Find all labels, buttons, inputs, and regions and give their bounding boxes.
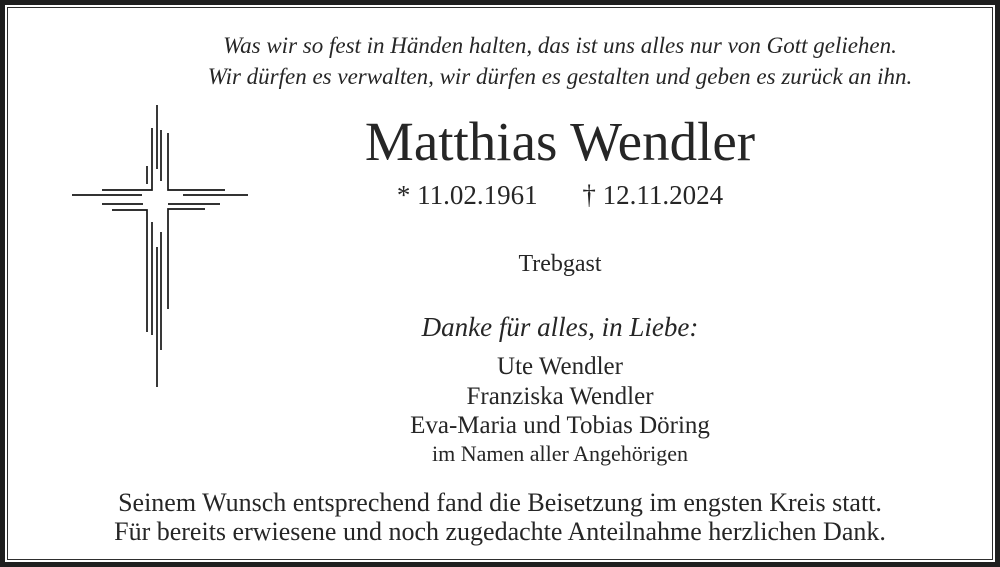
- mourner-name: Franziska Wendler: [466, 382, 654, 410]
- closing-line-1: Seinem Wunsch entsprechend fand die Beisetzung im engsten Kreis statt.: [118, 487, 882, 517]
- verse-line-2: Wir dürfen es verwalten, wir dürfen es gestalten und geben es zurück an ihn.: [207, 64, 913, 89]
- mourner-name: Eva-Maria und Tobias Döring: [410, 412, 710, 439]
- opening-verse: [133, 13, 987, 92]
- birth-date: * 11.02.1961: [396, 180, 538, 210]
- death-date: † 12.11.2024: [582, 180, 724, 210]
- cross-icon: [62, 97, 252, 392]
- main-column: [133, 13, 987, 467]
- closing-line-2: Für bereits erwiesene und noch zugedachte Anteilnahme herzlichen Dank.: [114, 516, 886, 546]
- closing-text: [13, 488, 987, 546]
- life-dates: [133, 180, 987, 210]
- deceased-name: Matthias Wendler: [364, 111, 756, 172]
- mourners-list: [133, 352, 987, 467]
- mourners-note: im Namen aller Angehörigen: [432, 440, 688, 466]
- farewell-line: Danke für alles, in Liebe:: [421, 312, 699, 342]
- notice-content: [13, 13, 987, 554]
- mourner-name: Ute Wendler: [497, 353, 623, 380]
- verse-line-1: Was wir so fest in Händen halten, das ist uns alles nur von Gott geliehen.: [223, 33, 897, 58]
- place-name: Trebgast: [518, 251, 602, 277]
